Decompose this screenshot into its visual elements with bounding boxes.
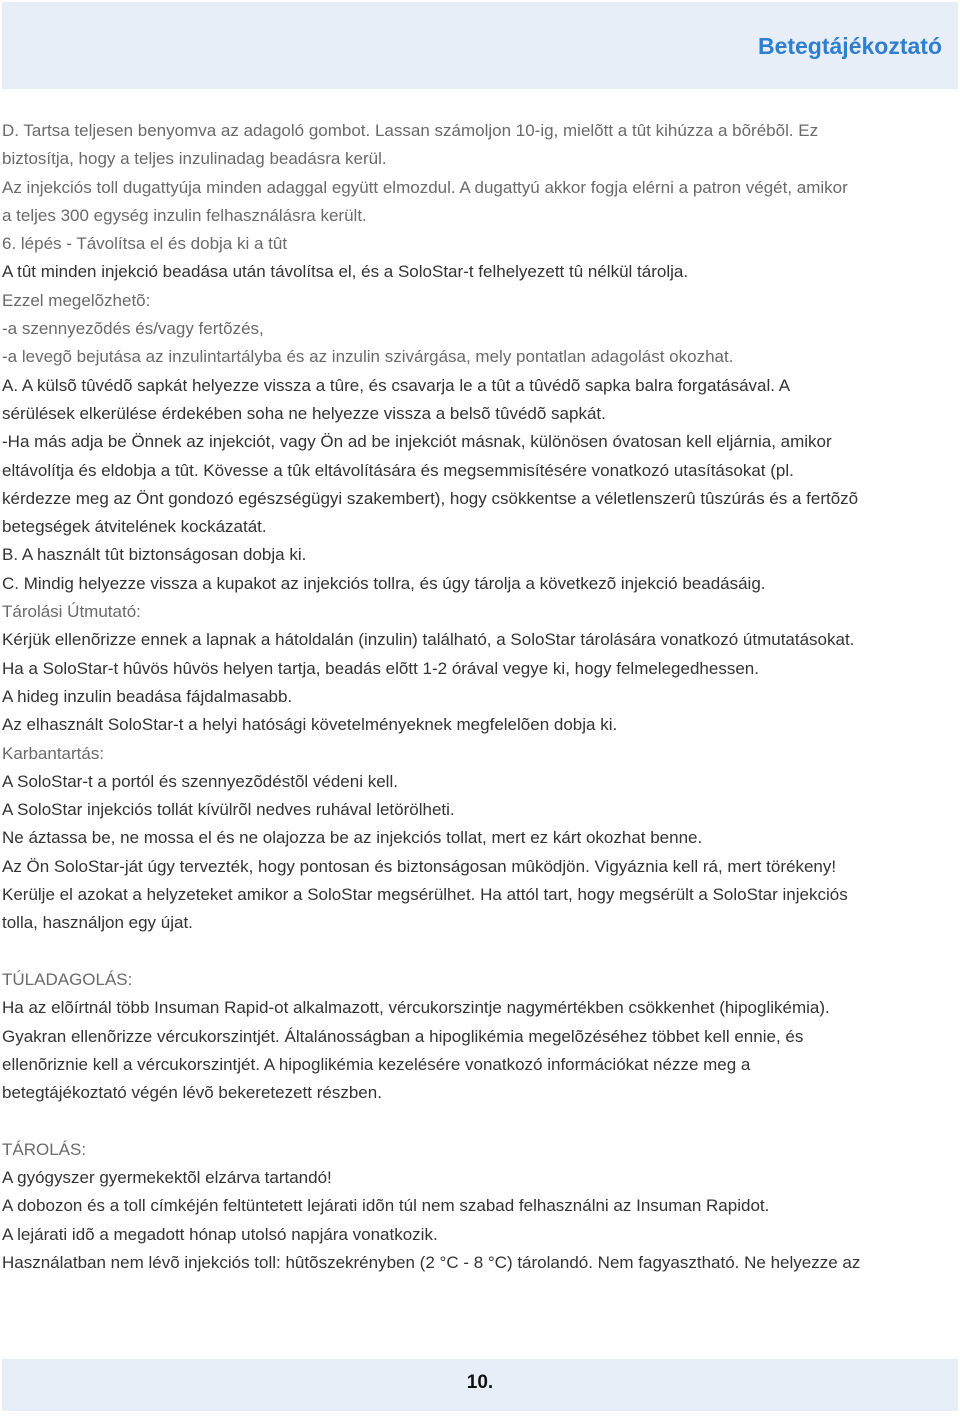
text-line: A SoloStar-t a portól és szennyezõdéstõl védeni kell.: [2, 771, 398, 791]
text-line: Ha az elõírtnál több Insuman Rapid-ot alkalmazott, vércukorszintje nagymértékben csökkenhet (hipoglikémia).: [2, 998, 830, 1018]
document-title: Betegtájékoztató: [757, 33, 942, 59]
text-line: Tárolási Útmutató:: [2, 602, 141, 622]
text-line: A dobozon és a toll címkéjén feltüntetett lejárati idõn túl nem szabad felhasználni az Insuman Rapidot.: [2, 1196, 770, 1216]
text-line: B. A használt tût biztonságosan dobja ki.: [2, 545, 307, 565]
text-line: tolla, használjon egy újat.: [2, 913, 193, 933]
text-line: A tût minden injekció beadása után távolítsa el, és a SoloStar-t felhelyezett tû nélkül tárolja.: [2, 262, 689, 282]
text-line: D. Tartsa teljesen benyomva az adagoló gombot. Lassan számoljon 10-ig, mielõtt a tût kihúzza a bõrébõl. Ez: [2, 121, 819, 140]
text-line: Ne áztassa be, ne mossa el és ne olajozza be az injekciós tollat, mert ez kárt okozhat benne.: [2, 828, 703, 848]
text-line: A lejárati idõ a megadott hónap utolsó napjára vonatkozik.: [2, 1224, 438, 1244]
text-line: -Ha más adja be Önnek az injekciót, vagy Ön ad be injekciót másnak, különösen óvatosan kell eljárnia, amikor: [2, 432, 832, 452]
text-line: A SoloStar injekciós tollát kívülrõl nedves ruhával letörölheti.: [2, 800, 455, 820]
blank-line: [2, 938, 960, 966]
blank-line: [2, 1107, 960, 1135]
text-line: Az injekciós toll dugattyúja minden adaggal együtt elmozdul. A dugattyú akkor fogja elérni a patron végét, amikor: [2, 177, 848, 197]
text-line: -a levegõ bejutása az inzulintartályba és az inzulin szivárgása, mely pontatlan adagolást okozhat.: [2, 347, 734, 367]
page-footer: [2, 1359, 958, 1411]
text-line: A gyógyszer gyermekektõl elzárva tartandó!: [2, 1167, 332, 1187]
text-line: Karbantartás:: [2, 743, 105, 763]
text-line: Ha a SoloStar-t hûvös hûvös helyen tartja, beadás elõtt 1-2 órával vegye ki, hogy felmelegedhessen.: [2, 658, 759, 678]
page-header: [2, 2, 958, 89]
text-line: Gyakran ellenõrizze vércukorszintjét. Általánosságban a hipoglikémia megelõzéséhez többet kell ennie, és: [2, 1026, 804, 1046]
text-line: C. Mindig helyezze vissza a kupakot az injekciós tollra, és úgy tárolja a következõ injekció beadásáig.: [2, 573, 766, 593]
text-line: biztosítja, hogy a teljes inzulinadag beadásra kerül.: [2, 149, 387, 169]
text-line: Az Ön SoloStar-ját úgy tervezték, hogy pontosan és biztonságosan mûködjön. Vigyáznia kell rá, mert törékeny!: [2, 856, 837, 876]
text-line: Kerülje el azokat a helyzeteket amikor a SoloStar megsérülhet. Ha attól tart, hogy megsérült a SoloStar injekciós: [2, 885, 848, 905]
text-line: Kérjük ellenõrizze ennek a lapnak a hátoldalán (inzulin) található, a SoloStar tárolására vonatkozó útmutatásokat.: [2, 630, 855, 650]
text-line: Ezzel megelõzhetõ:: [2, 290, 151, 310]
text-line: a teljes 300 egység inzulin felhasználásra került.: [2, 205, 367, 225]
text-line: ellenõriznie kell a vércukorszintjét. A hipoglikémia kezelésére vonatkozó információkat nézze meg a: [2, 1054, 751, 1074]
text-line: TÁROLÁS:: [2, 1139, 87, 1159]
text-line: TÚLADAGOLÁS:: [2, 969, 133, 989]
text-line: kérdezze meg az Önt gondozó egészségügyi szakembert), hogy csökkentse a véletlenszerû tûszúrás és a fertõzõ: [2, 488, 859, 508]
document-body: [2, 117, 960, 1277]
text-line: betegségek átvitelének kockázatát.: [2, 517, 267, 537]
text-line: A hideg inzulin beadása fájdalmasabb.: [2, 686, 293, 706]
text-line: -a szennyezõdés és/vagy fertõzés,: [2, 319, 264, 339]
text-line: eltávolítja és eldobja a tût. Kövesse a tûk eltávolítására és megsemmisítésére vonatkozó utasításokat (pl.: [2, 460, 794, 480]
page-number: 10.: [466, 1372, 494, 1393]
text-line: A. A külsõ tûvédõ sapkát helyezze vissza a tûre, és csavarja le a tût a tûvédõ sapka balra forgatásával. A: [2, 375, 791, 395]
text-line: sérülések elkerülése érdekében soha ne helyezze vissza a belsõ tûvédõ sapkát.: [2, 403, 606, 423]
text-line: 6. lépés - Távolítsa el és dobja ki a tût: [2, 234, 288, 254]
text-line: Az elhasznált SoloStar-t a helyi hatósági követelményeknek megfelelõen dobja ki.: [2, 715, 618, 735]
text-line: Használatban nem lévõ injekciós toll: hûtõszekrényben (2 °C - 8 °C) tárolandó. Nem fagyasztható. Ne helyezze az: [2, 1252, 861, 1272]
text-line: betegtájékoztató végén lévõ bekeretezett részben.: [2, 1083, 382, 1103]
